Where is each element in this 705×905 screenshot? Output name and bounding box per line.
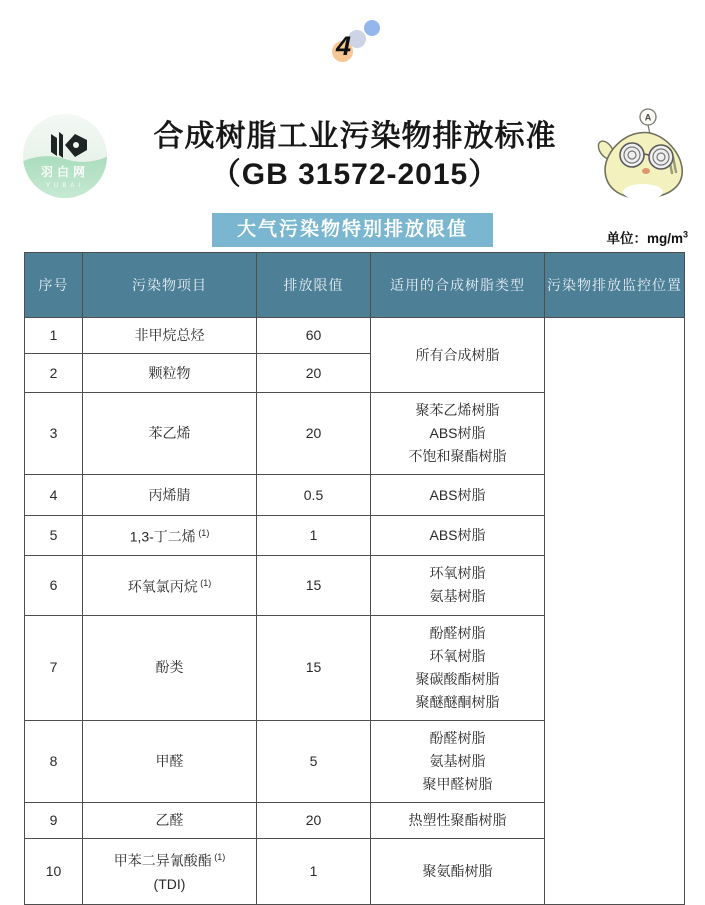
column-header-2: 排放限值 — [257, 253, 371, 318]
table-header-row — [25, 253, 685, 318]
cell-resin: 酚醛树脂 氨基树脂 聚甲醛树脂 — [371, 720, 545, 802]
deco-dot-blue — [364, 20, 380, 36]
cell-pollutant: 酚类 — [83, 615, 257, 720]
three-dots-decoration — [0, 0, 705, 80]
logo-subtext: YUBAI — [45, 182, 85, 189]
cell-monitor — [545, 318, 685, 905]
cell-limit: 1 — [257, 838, 371, 904]
cell-no: 9 — [25, 802, 83, 838]
column-header-4: 污染物排放监控位置 — [545, 253, 685, 318]
logo-text: 羽白网 — [40, 164, 90, 179]
cell-no: 7 — [25, 615, 83, 720]
title-line-2: （GB 31572-2015） — [210, 157, 500, 191]
cell-pollutant: 甲醛 — [83, 720, 257, 802]
cell-pollutant: 环氧氯丙烷 $^{(1)}$ — [83, 555, 257, 615]
page-title — [130, 118, 580, 194]
logo — [0, 112, 130, 200]
page-number: 4 — [336, 31, 352, 61]
cell-no: 6 — [25, 555, 83, 615]
cell-limit: 15 — [257, 615, 371, 720]
mascot-badge-letter: A — [644, 112, 651, 123]
cell-no: 8 — [25, 720, 83, 802]
cell-limit: 1 — [257, 516, 371, 556]
cell-resin: ABS树脂 — [371, 516, 545, 556]
cell-resin: 热塑性聚酯树脂 — [371, 802, 545, 838]
cell-resin: 聚氨酯树脂 — [371, 838, 545, 904]
cell-pollutant: 颗粒物 — [83, 354, 257, 393]
title-line-1: 合成树脂工业污染物排放标准 — [153, 119, 557, 153]
cell-no: 5 — [25, 516, 83, 556]
section-banner: 大气污染物特别排放限值 — [212, 213, 493, 247]
document-header — [0, 103, 705, 208]
cell-no: 4 — [25, 475, 83, 516]
cell-resin: ABS树脂 — [371, 475, 545, 516]
banner-row — [0, 199, 705, 247]
column-header-0: 序号 — [25, 253, 83, 318]
cell-resin: 聚苯乙烯树脂 ABS树脂 不饱和聚酯树脂 — [371, 393, 545, 475]
cell-pollutant: 1,3-丁二烯 $^{(1)}$ — [83, 516, 257, 556]
cell-limit: 60 — [257, 318, 371, 354]
cell-resin: 酚醛树脂 环氧树脂 聚碳酸酯树脂 聚醚醚酮树脂 — [371, 615, 545, 720]
cell-pollutant: 乙醛 — [83, 802, 257, 838]
yubai-logo-icon — [21, 112, 109, 200]
unit-exponent: 3 — [682, 229, 688, 240]
table-row — [25, 318, 685, 354]
table-body — [25, 318, 685, 905]
cell-pollutant: 非甲烷总烃 — [83, 318, 257, 354]
column-header-1: 污染物项目 — [83, 253, 257, 318]
cell-limit: 20 — [257, 354, 371, 393]
cell-resin: 环氧树脂 氨基树脂 — [371, 555, 545, 615]
cell-limit: 20 — [257, 393, 371, 475]
cell-no: 2 — [25, 354, 83, 393]
cell-pollutant: 甲苯二异氰酸酯 $^{(1)}$ (TDI) — [83, 838, 257, 904]
unit-label — [606, 227, 688, 247]
cell-limit: 5 — [257, 720, 371, 802]
unit-text: 单位：mg/m — [606, 231, 683, 246]
chick-mascot-icon — [580, 103, 705, 208]
cell-pollutant: 苯乙烯 — [83, 393, 257, 475]
emission-limits-table — [24, 252, 684, 905]
cell-limit: 0.5 — [257, 475, 371, 516]
cell-pollutant: 丙烯腈 — [83, 475, 257, 516]
cell-resin: 所有合成树脂 — [371, 318, 545, 393]
column-header-3: 适用的合成树脂类型 — [371, 253, 545, 318]
cell-no: 10 — [25, 838, 83, 904]
cell-limit: 15 — [257, 555, 371, 615]
cell-no: 1 — [25, 318, 83, 354]
table-header — [25, 253, 685, 318]
cell-no: 3 — [25, 393, 83, 475]
cell-limit: 20 — [257, 802, 371, 838]
